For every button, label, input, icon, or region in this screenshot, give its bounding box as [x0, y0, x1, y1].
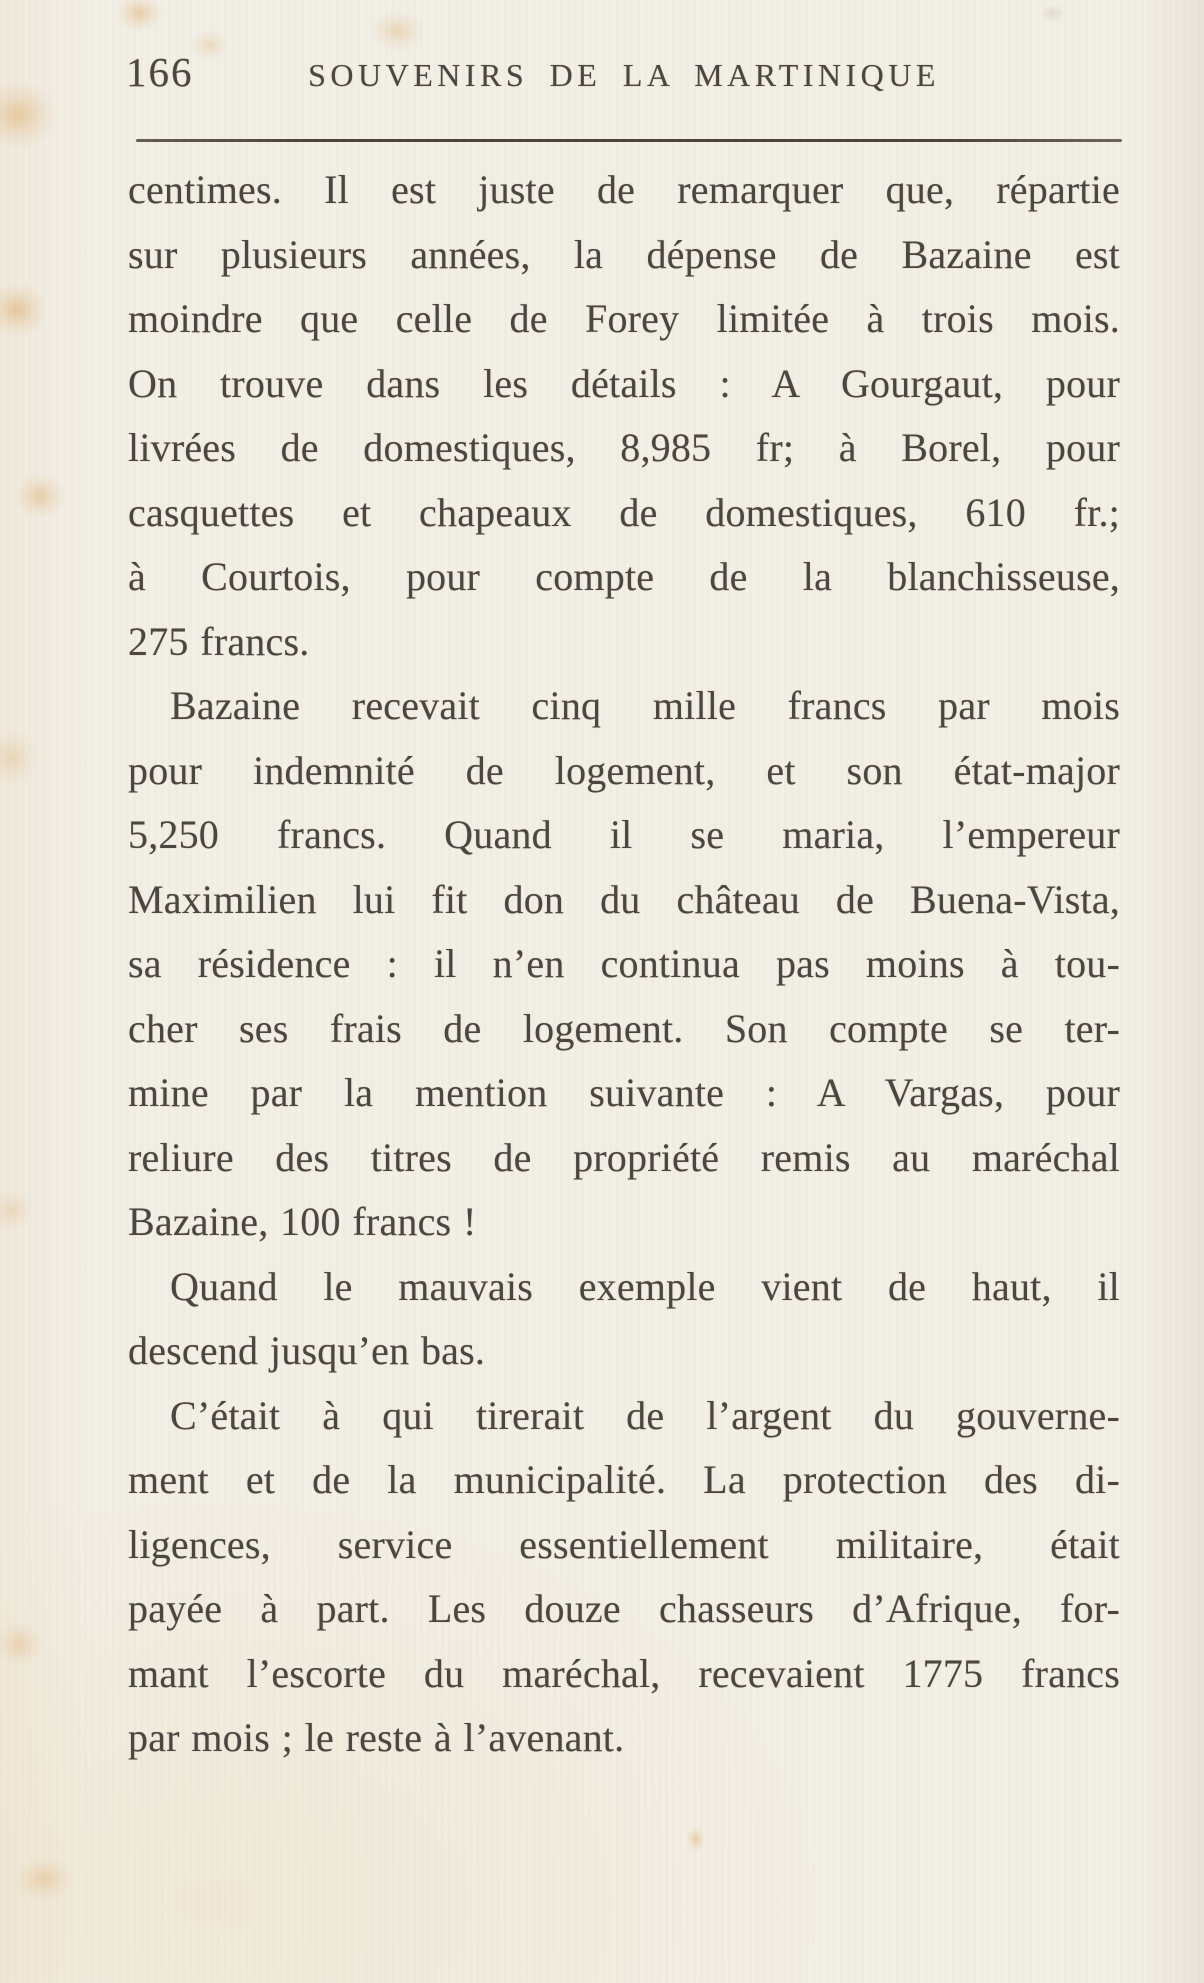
text-line: Quand le mauvais exemple vient de haut, il [170, 1263, 1120, 1309]
text-line: centimes. Il est juste de remarquer que, répartie [128, 167, 1120, 212]
text-line: reliure des titres de propriété remis au maréchal [128, 1134, 1120, 1180]
text-line: Bazaine, 100 francs ! [128, 1199, 477, 1244]
text-line: pour indemnité de logement, et son état-major [128, 747, 1120, 793]
text-line: mant l’escorte du maréchal, recevaient 1775 francs [128, 1650, 1120, 1696]
foxing-stain [686, 1826, 706, 1852]
text-line: à Courtois, pour compte de la blanchisseuse, [128, 554, 1120, 599]
text-line: 5,250 francs. Quand il se maria, l’empereur [128, 812, 1120, 857]
foxing-stain [116, 0, 162, 32]
text-line: payée à part. Les douze chasseurs d’Afrique, for- [128, 1586, 1120, 1631]
text-line: ment et de la municipalité. La protection des di- [128, 1457, 1120, 1502]
text-line: casquettes et chapeaux de domestiques, 610 fr.; [128, 489, 1120, 535]
foxing-stain [0, 1188, 34, 1232]
text-line: cher ses frais de logement. Son compte se ter- [128, 1005, 1120, 1051]
text-line: mine par la mention suivante : A Vargas, pour [128, 1070, 1120, 1115]
text-line: C’était à qui tirerait de l’argent du gouverne- [170, 1392, 1120, 1438]
text-line: 275 francs. [128, 618, 310, 664]
text-line: livrées de domestiques, 8,985 fr; à Borel, pour [128, 425, 1120, 470]
foxing-stain [14, 1856, 74, 1902]
body-text [128, 158, 1120, 1771]
text-line: moindre que celle de Forey limitée à trois mois. [128, 296, 1120, 341]
text-line: descend jusqu’en bas. [128, 1328, 486, 1373]
text-line: Bazaine recevait cinq mille francs par mois [170, 683, 1120, 728]
foxing-stain [370, 10, 426, 52]
foxing-stain [0, 282, 48, 338]
foxing-stain [0, 1620, 44, 1668]
foxing-stain [14, 472, 66, 520]
foxing-stain [0, 728, 40, 788]
text-line: sur plusieurs années, la dépense de Bazaine est [128, 231, 1120, 277]
header-rule [136, 139, 1122, 142]
ink-speck [1040, 4, 1066, 22]
running-header-title: SOUVENIRS DE LA MARTINIQUE [308, 57, 940, 93]
text-line: Maximilien lui fit don du château de Buena-Vista, [128, 876, 1120, 922]
page-number: 166 [126, 49, 194, 95]
text-line: par mois ; le reste à l’avenant. [128, 1715, 625, 1760]
foxing-stain [0, 80, 58, 150]
text-line: ligences, service essentiellement militaire, était [128, 1521, 1120, 1567]
text-line: On trouve dans les détails : A Gourgaut, pour [128, 360, 1120, 406]
text-line: sa résidence : il n’en continua pas moins à tou- [128, 941, 1120, 986]
foxing-stain [190, 30, 230, 60]
